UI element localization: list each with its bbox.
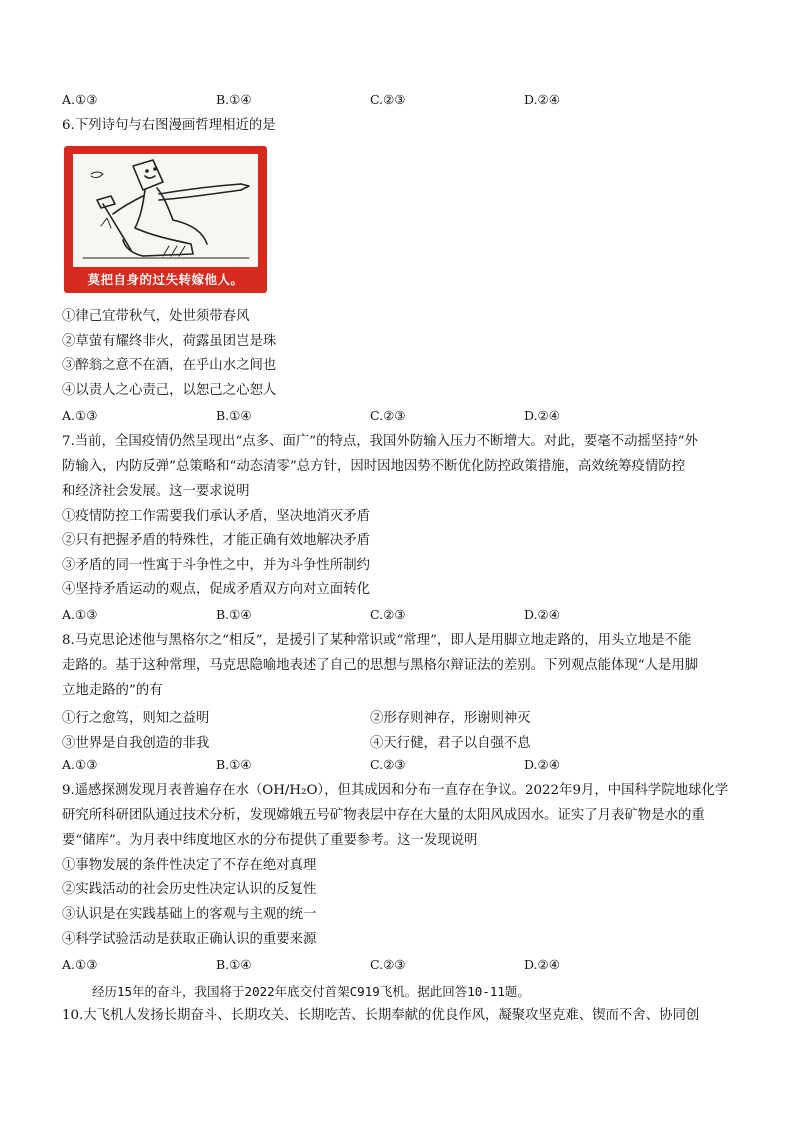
q9-stem-line-1: 9.遥感探测发现月表普遍存在水（OH/H₂O），但其成因和分布一直存在争议。2022年9月，中国科学院地球化学: [62, 783, 729, 798]
q5-options: [62, 92, 682, 110]
q7-item-4: ④坚持矛盾运动的观点，促成矛盾双方向对立面转化: [62, 582, 370, 597]
option-a: A.①③: [62, 408, 98, 423]
q6-stem: 6.下列诗句与右图漫画哲理相近的是: [62, 118, 276, 133]
q8-item-3: ③世界是自我创造的非我: [62, 736, 210, 751]
q7-stem-line-3: 和经济社会发展。这一要求说明: [62, 484, 250, 499]
q7-item-2: ②只有把握矛盾的特殊性，才能正确有效地解决矛盾: [62, 533, 370, 548]
q7-item-1: ①疫情防控工作需要我们承认矛盾，坚决地消灭矛盾: [62, 509, 370, 524]
option-c: C.②③: [370, 408, 406, 423]
option-a: A.①③: [62, 607, 98, 622]
q8-item-1: ①行之愈笃，则知之益明: [62, 711, 210, 726]
cartoon-image: [64, 146, 267, 293]
option-a: A.①③: [62, 92, 98, 107]
option-b: B.①④: [216, 757, 252, 772]
option-b: B.①④: [216, 92, 252, 107]
option-c: C.②③: [370, 92, 406, 107]
option-b: B.①④: [216, 408, 252, 423]
option-a: A.①③: [62, 957, 98, 972]
q8-items-row-2: [62, 732, 722, 750]
q8-stem-line-1: 8.马克思论述他与黑格尔之“相反”，是援引了某种常识或“常理”，即人是用脚立地走路的，用头立地是不能: [62, 633, 692, 648]
option-c: C.②③: [370, 957, 406, 972]
option-c: C.②③: [370, 757, 406, 772]
q6-item-1: ①律己宜带秋气，处世须带春风: [62, 309, 250, 324]
q8-stem-line-3: 立地走路的”的有: [62, 683, 163, 698]
q8-options: [62, 757, 682, 775]
q7-options: [62, 607, 682, 625]
q9-stem-line-2: 研究所科研团队通过技术分析，发现嫦娥五号矿物表层中存在大量的太阳风成因水。证实了月表矿物是水的重: [62, 808, 705, 823]
q9-options: [62, 957, 682, 975]
q6-item-4: ④以责人之心责己，以恕己之心恕人: [62, 383, 277, 398]
q10-11-intro: 经历15年的奋斗，我国将于2022年底交付首架C919飞机。据此回答10-11题。: [92, 984, 530, 999]
q7-stem-line-1: 7.当前，全国疫情仍然呈现出“点多、面广”的特点，我国外防输入压力不断增大。对此，要毫不动摇坚持“外: [62, 434, 698, 449]
q8-item-4: ④天行健，君子以自强不息: [370, 736, 531, 751]
q8-item-2: ②形存则神存，形谢则神灭: [370, 711, 531, 726]
option-d: D.②④: [524, 408, 560, 423]
option-d: D.②④: [524, 607, 560, 622]
q8-stem-line-2: 走路的。基于这种常理，马克思隐喻地表述了自己的思想与黑格尔辩证法的差别。下列观点能体现“人是用脚: [62, 658, 699, 673]
q9-item-1: ①事物发展的条件性决定了不存在绝对真理: [62, 858, 317, 873]
q10-stem: 10.大飞机人发扬长期奋斗、长期攻关、长期吃苦、长期奉献的优良作风，凝聚攻坚克难、锲而不舍、协同创: [62, 1008, 700, 1023]
cartoon-drawing: [73, 154, 258, 267]
option-a: A.①③: [62, 757, 98, 772]
option-b: B.①④: [216, 607, 252, 622]
q6-options: [62, 408, 682, 426]
q9-item-4: ④科学试验活动是获取正确认识的重要来源: [62, 932, 317, 947]
option-d: D.②④: [524, 757, 560, 772]
option-c: C.②③: [370, 607, 406, 622]
cartoon-figure-icon: [73, 154, 258, 267]
q9-item-3: ③认识是在实践基础上的客观与主观的统一: [62, 907, 317, 922]
q6-item-3: ③醉翁之意不在酒，在乎山水之间也: [62, 358, 277, 373]
option-d: D.②④: [524, 92, 560, 107]
q8-items-row-1: [62, 707, 722, 725]
q7-stem-line-2: 防输入，内防反弹”总策略和“动态清零”总方针，因时因地因势不断优化防控政策措施，高效统筹疫情防控: [62, 459, 686, 474]
q9-stem-line-3: 要“储库”。为月表中纬度地区水的分布提供了重要参考。这一发现说明: [62, 833, 478, 848]
option-b: B.①④: [216, 957, 252, 972]
q6-item-2: ②草萤有耀终非火，荷露虽团岂是珠: [62, 334, 277, 349]
cartoon-caption: 莫把自身的过失转嫁他人。: [87, 272, 244, 287]
option-d: D.②④: [524, 957, 560, 972]
q9-item-2: ②实践活动的社会历史性决定认识的反复性: [62, 882, 317, 897]
q7-item-3: ③矛盾的同一性寓于斗争性之中，并为斗争性所制约: [62, 558, 370, 573]
